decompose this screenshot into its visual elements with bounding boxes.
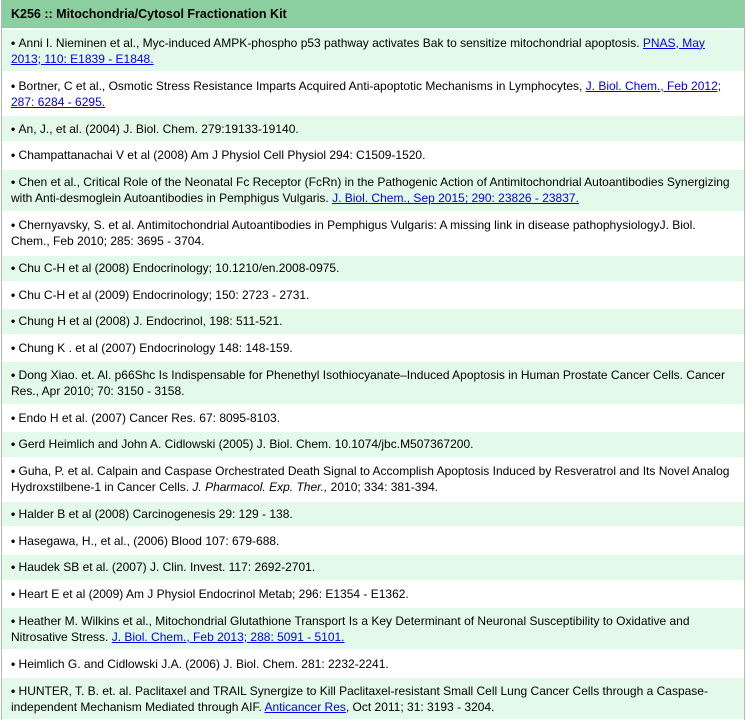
reference-text: An, J., et al. (2004) J. Biol. Chem. 279:19133-19140. [18,121,299,136]
bullet-icon: • [11,464,19,479]
reference-text: Endo H et al. (2007) Cancer Res. 67: 8095-8103. [18,410,281,425]
reference-item [2,143,744,170]
bullet-icon: • [11,314,19,329]
journal-name: J. Pharmacol. Exp. Ther., [192,480,328,495]
reference-text: Heather M. Wilkins et al., Mitochondrial Glutathione Transport Is a Key Determinant of Neuronal Susceptibility to Oxidative and Nitrosative Stress. [11,613,690,644]
bullet-icon: • [11,507,19,522]
reference-item [2,528,744,555]
reference-link[interactable]: Anticancer Res [264,699,346,714]
bullet-icon: • [11,410,19,425]
reference-item [2,432,744,459]
bullet-icon: • [11,586,19,601]
reference-link[interactable]: PNAS, May 2013; 110: E1839 - E1848. [11,35,705,66]
reference-link[interactable]: J. Biol. Chem., Feb 2012; 287: 6284 - 6295. [11,78,722,109]
references-panel [1,0,745,720]
reference-text: Dong Xiao. et. Al. p66Shc Is Indispensable for Phenethyl Isothiocyanate–Induced Apoptosis in Human Prostate Cancer Cells. Cancer Res., Apr 2010; 70: 3150 - 3158. [11,367,725,398]
reference-text: Guha, P. et al. Calpain and Caspase Orchestrated Death Signal to Accomplish Apoptosis Induced by Resveratrol and Its Novel Analog Hydroxstilbene-1 in Cancer Cells. [11,464,730,495]
reference-item [2,336,744,363]
bullet-icon: • [11,683,19,698]
reference-item [2,283,744,310]
reference-item [2,256,744,283]
reference-citation: 2010; 334: 381-394. [327,480,439,495]
reference-text: Champattanachai V et al (2008) Am J Physiol Cell Physiol 294: C1509-1520. [18,148,426,163]
reference-item [2,406,744,433]
reference-text: Anni I. Nieminen et al., Myc-induced AMPK-phospho p53 pathway activates Bak to sensitize mitochondrial apoptosis. [18,35,643,50]
bullet-icon: • [11,35,19,50]
bullet-icon: • [11,261,19,276]
reference-item [2,678,744,720]
reference-item [2,608,744,651]
reference-item [2,651,744,678]
panel-header [2,0,744,30]
bullet-icon: • [11,148,19,163]
reference-text: Heart E et al (2009) Am J Physiol Endocrinol Metab; 296: E1354 - E1362. [18,586,409,601]
reference-text: HUNTER, T. B. et. al. Paclitaxel and TRAIL Synergize to Kill Paclitaxel-resistant Small Cell Lung Cancer Cells through a Caspase-independent Mechanism Mediated through AIF. [11,683,708,714]
reference-text: Gerd Heimlich and John A. Cidlowski (2005) J. Biol. Chem. 10.1074/jbc.M507367200. [18,437,474,452]
bullet-icon: • [11,287,19,302]
reference-text: Chernyavsky, S. et al. Antimitochondrial Autoantibodies in Pemphigus Vulgaris: A missing link in disease pathophysiologyJ. Biol. Chem., Feb 2010; 285: 3695 - 3704. [11,218,696,249]
reference-text: Chung H et al (2008) J. Endocrinol, 198: 511-521. [18,314,283,329]
reference-link[interactable]: J. Biol. Chem., Feb 2013; 288: 5091 - 5101. [111,629,345,644]
reference-text: Bortner, C et al., Osmotic Stress Resistance Imparts Acquired Anti-apoptotic Mechanisms in Lymphocytes, [18,78,586,93]
reference-text: Chu C-H et al (2009) Endocrinology; 150: 2723 - 2731. [18,287,310,302]
reference-text: Chu C-H et al (2008) Endocrinology; 10.1210/en.2008-0975. [18,261,340,276]
reference-item [2,170,744,213]
reference-item [2,362,744,405]
reference-text: Chung K . et al (2007) Endocrinology 148: 148-159. [18,341,293,356]
reference-item [2,555,744,582]
reference-item [2,73,744,116]
reference-text: Hasegawa, H., et al., (2006) Blood 107: 679-688. [18,533,280,548]
bullet-icon: • [11,560,19,575]
reference-item [2,582,744,609]
reference-item [2,116,744,143]
reference-text: Heimlich G. and Cidlowski J.A. (2006) J. Biol. Chem. 281: 2232-2241. [18,656,389,671]
bullet-icon: • [11,533,19,548]
bullet-icon: • [11,175,19,190]
bullet-icon: • [11,367,19,382]
bullet-icon: • [11,121,19,136]
reference-item [2,30,744,73]
bullet-icon: • [11,613,19,628]
reference-item [2,309,744,336]
bullet-icon: • [11,218,19,233]
reference-text: Haudek SB et al. (2007) J. Clin. Invest. 117: 2692-2701. [18,560,316,575]
bullet-icon: • [11,437,19,452]
bullet-icon: • [11,78,19,93]
reference-item [2,502,744,529]
bullet-icon: • [11,656,19,671]
reference-link[interactable]: J. Biol. Chem., Sep 2015; 290: 23826 - 23837. [332,191,579,206]
reference-item [2,459,744,502]
reference-item [2,213,744,256]
reference-text: Halder B et al (2008) Carcinogenesis 29: 129 - 138. [18,507,293,522]
page-title: K256 :: Mitochondria/Cytosol Fractionation Kit [11,7,287,21]
bullet-icon: • [11,341,19,356]
reference-text: Chen et al., Critical Role of the Neonatal Fc Receptor (FcRn) in the Pathogenic Action of Antimitochondrial Autoantibodies Synergizing with Anti-desmoglein Autoantibodies in Pemphigus Vulgaris. [11,175,730,206]
reference-citation: , Oct 2011; 31: 3193 - 3204. [345,699,495,714]
